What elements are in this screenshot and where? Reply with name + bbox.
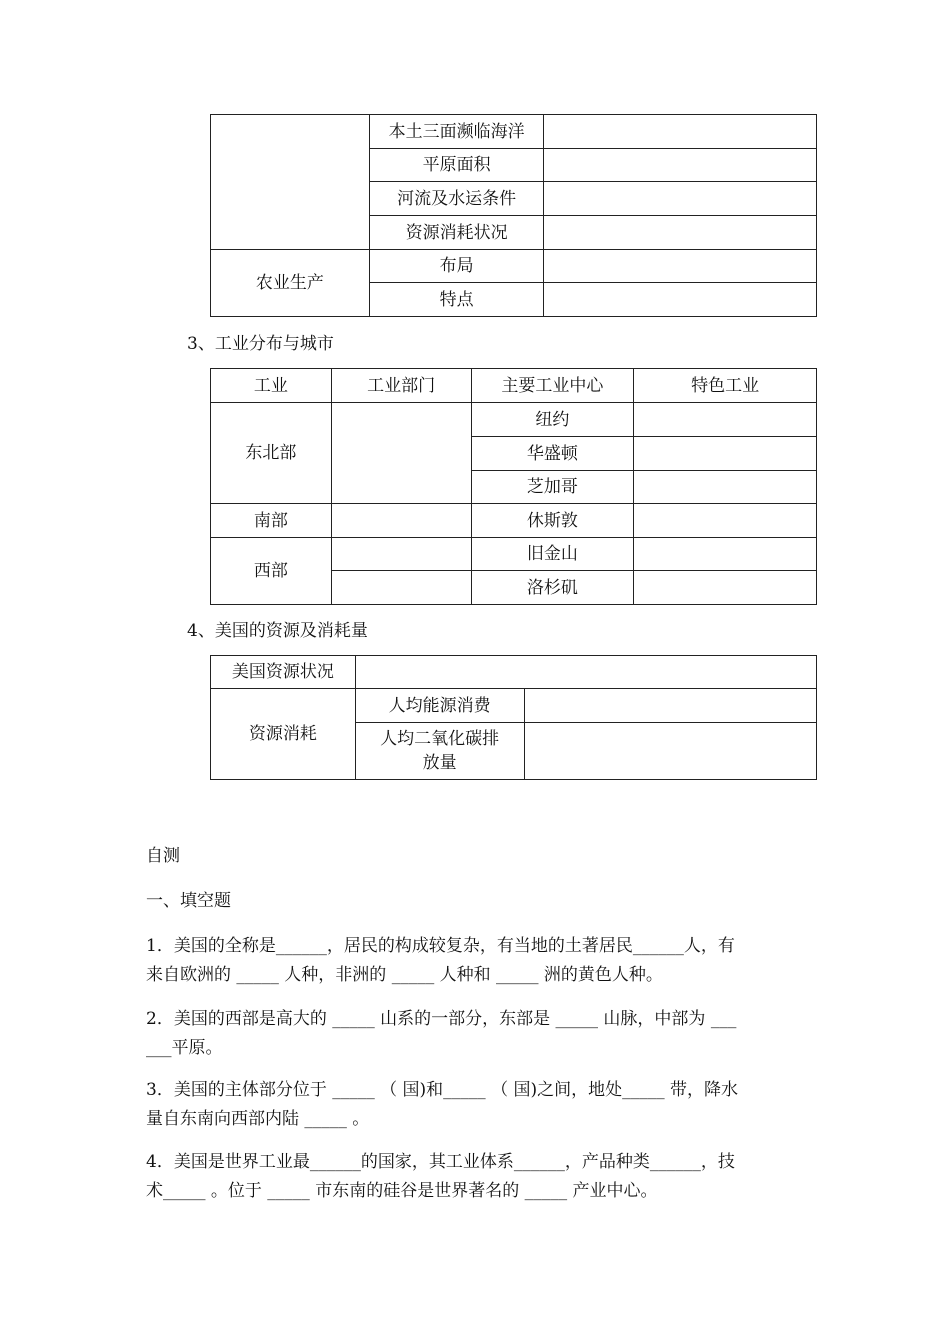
answer-cell <box>331 504 471 538</box>
question-1 <box>146 932 810 990</box>
answer-cell <box>544 115 817 149</box>
part-title: 一、填空题 <box>146 891 231 911</box>
row-label: 河流及水运条件 <box>369 182 544 216</box>
question-line: 量自东南向西部内陆 _____ 。 <box>146 1109 370 1129</box>
answer-cell <box>524 689 816 723</box>
row-label: 本土三面濒临海洋 <box>369 115 544 149</box>
sub-row-label: 人均能源消费 <box>355 689 524 723</box>
question-line: 术_____ 。位于 _____ 市东南的硅谷是世界著名的 _____ 产业中心。 <box>146 1181 658 1201</box>
section4-heading: 4、美国的资源及消耗量 <box>187 621 368 641</box>
region-cell: 西部 <box>211 538 332 605</box>
question-line: 2．美国的西部是高大的 _____ 山系的一部分，东部是 _____ 山脉，中部为 ___ <box>146 1009 737 1029</box>
city-cell: 休斯敦 <box>471 504 634 538</box>
region-cell: 南部 <box>211 504 332 538</box>
answer-cell <box>331 571 471 605</box>
city-cell: 洛杉矶 <box>471 571 634 605</box>
question-line: 3．美国的主体部分位于 _____ （ 国)和_____ （ 国)之间，地处_____ 带，降水 <box>146 1080 739 1100</box>
answer-cell <box>544 182 817 216</box>
answer-cell <box>634 571 817 605</box>
answer-cell <box>634 437 817 471</box>
city-cell: 纽约 <box>471 403 634 437</box>
answer-cell <box>634 471 817 504</box>
question-2 <box>146 1005 810 1063</box>
row-label: 资源消耗状况 <box>369 216 544 250</box>
header-cell: 工业部门 <box>331 369 471 403</box>
header-cell: 特色工业 <box>634 369 817 403</box>
answer-cell <box>634 504 817 538</box>
answer-cell <box>331 538 471 571</box>
question-line: 来自欧洲的 _____ 人种，非洲的 _____ 人种和 _____ 洲的黄色人种。 <box>146 965 663 985</box>
answer-cell <box>544 216 817 250</box>
region-cell: 东北部 <box>211 403 332 504</box>
answer-cell <box>634 538 817 571</box>
selftest-title: 自测 <box>146 846 180 866</box>
industry-table <box>210 368 817 605</box>
answer-cell <box>524 723 816 780</box>
answer-cell <box>544 283 817 317</box>
resource-label: 美国资源状况 <box>211 656 356 689</box>
question-4 <box>146 1148 810 1206</box>
city-cell: 华盛顿 <box>471 437 634 471</box>
row-label: 布局 <box>369 250 544 283</box>
label-line: 人均二氧化碳排 <box>380 729 500 749</box>
answer-cell <box>355 656 816 689</box>
consumption-label: 资源消耗 <box>211 689 356 780</box>
blank-cell <box>211 115 370 250</box>
answer-cell <box>544 149 817 182</box>
row-label: 特点 <box>369 283 544 317</box>
question-line: ___平原。 <box>146 1038 223 1058</box>
city-cell: 芝加哥 <box>471 471 634 504</box>
sub-row-label <box>355 723 524 780</box>
question-line: 1．美国的全称是______，居民的构成较复杂，有当地的土著居民______人，有 <box>146 936 735 956</box>
question-line: 4．美国是世界工业最______的国家，其工业体系______，产品种类______，技 <box>146 1152 735 1172</box>
answer-cell <box>544 250 817 283</box>
row-label: 平原面积 <box>369 149 544 182</box>
geography-table <box>210 114 817 317</box>
agri-label: 农业生产 <box>211 250 370 317</box>
question-3 <box>146 1076 810 1134</box>
answer-cell <box>331 403 471 504</box>
header-cell: 工业 <box>211 369 332 403</box>
resource-table <box>210 655 817 780</box>
header-cell: 主要工业中心 <box>471 369 634 403</box>
section3-heading: 3、工业分布与城市 <box>187 334 334 354</box>
answer-cell <box>634 403 817 437</box>
label-line: 放量 <box>422 753 457 773</box>
city-cell: 旧金山 <box>471 538 634 571</box>
